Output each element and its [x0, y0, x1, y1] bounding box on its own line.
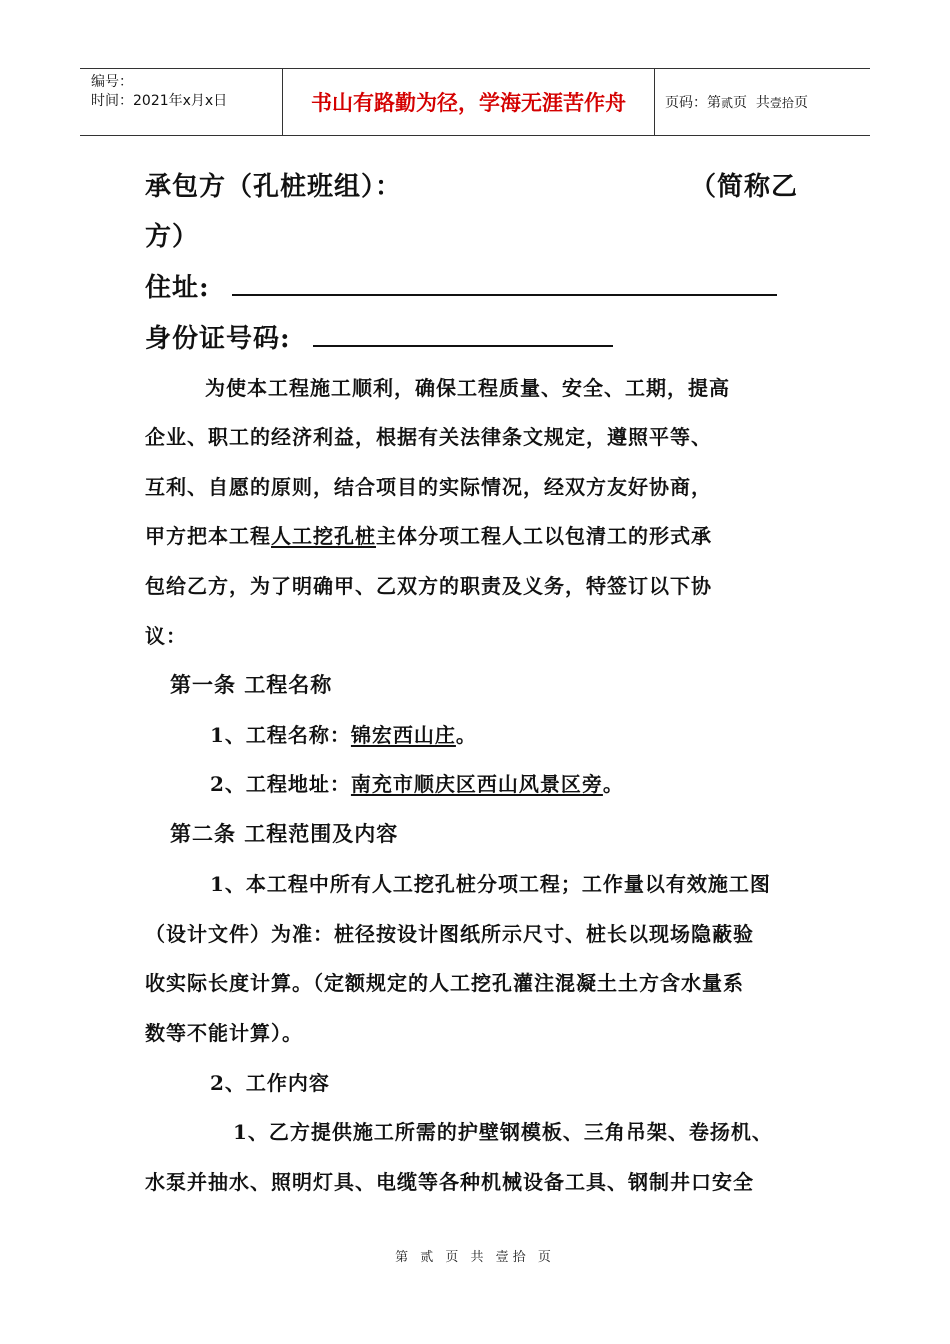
header-motto: 书山有路勤为径，学海无涯苦作舟 [283, 69, 655, 135]
item1-end: 。 [455, 723, 477, 747]
article1-item1 [210, 719, 477, 748]
address-line [145, 267, 777, 304]
id-blank [313, 345, 613, 347]
time-label: 时间：2021年x月x日 [91, 93, 228, 109]
item2-end: 。 [602, 772, 624, 796]
item1-value: 锦宏西山庄 [350, 723, 456, 747]
page-total: 壹拾 [769, 95, 794, 110]
article1-title: 第一条 工程名称 [170, 672, 333, 697]
article2-s1-line3: 收实际长度计算。（定额规定的人工挖孔灌注混凝土土方含水量系 [145, 971, 744, 995]
article2-s1-line1: 1、本工程中所有人工挖孔桩分项工程；工作量以有效施工图 [210, 872, 771, 896]
item2-value: 南充市顺庆区西山风景区旁 [350, 772, 603, 796]
page-suffix: 页 [793, 95, 808, 111]
article2-s2-line2: 水泵并抽水、照明灯具、电缆等各种机械设备工具、钢制井口安全 [145, 1170, 754, 1194]
article2-s2-line1: 1、乙方提供施工所需的护壁钢模板、三角吊架、卷扬机、 [233, 1120, 773, 1144]
id-label: 身份证号码: [145, 324, 291, 354]
article2-s1-line2: （设计文件）为准：桩径按设计图纸所示尺寸、桩长以现场隐蔽验 [145, 922, 754, 946]
p1-line5: 包给乙方，为了明确甲、乙双方的职责及义务，特签订以下协 [145, 574, 712, 598]
page-mid: 页 共 [733, 95, 770, 111]
p1-line4-a: 甲方把本工程 [145, 524, 271, 548]
page-prefix: 页码：第 [665, 95, 721, 111]
p1-line4-underlined: 人工挖孔桩 [271, 524, 376, 548]
address-label: 住址: [145, 273, 210, 303]
page-footer: 第 贰 页 共 壹拾 页 [395, 1250, 555, 1265]
address-blank [232, 294, 777, 296]
p1-line2: 企业、职工的经济利益，根据有关法律条文规定，遵照平等、 [145, 425, 712, 449]
id-line [145, 318, 613, 355]
header-meta [80, 69, 283, 135]
contractor-label: 承包方（孔桩班组）： [145, 172, 403, 202]
number-label: 编号： [91, 74, 133, 90]
abbr-end: 方） [145, 222, 200, 252]
item1-label: 1、工程名称： [210, 723, 351, 747]
contractor-line [145, 166, 402, 203]
article2-title: 第二条 工程范围及内容 [170, 821, 399, 846]
article2-s2-title: 2、工作内容 [210, 1071, 330, 1095]
article2-s1-line4: 数等不能计算）。 [145, 1021, 303, 1045]
page-header [80, 68, 870, 136]
p1-line6: 议： [145, 624, 187, 648]
p1-line4-b: 主体分项工程人工以包清工的形式承 [376, 524, 712, 548]
abbr-label: （简称乙 [690, 172, 799, 202]
article1-item2 [210, 768, 624, 797]
p1-line4 [145, 520, 712, 549]
page-current: 贰 [721, 95, 734, 110]
p1-line3: 互利、自愿的原则，结合项目的实际情况，经双方友好协商， [145, 475, 712, 499]
header-page-number [655, 69, 870, 135]
item2-label: 2、工程地址： [210, 772, 351, 796]
p1-line1: 为使本工程施工顺利，确保工程质量、安全、工期，提高 [205, 376, 730, 400]
